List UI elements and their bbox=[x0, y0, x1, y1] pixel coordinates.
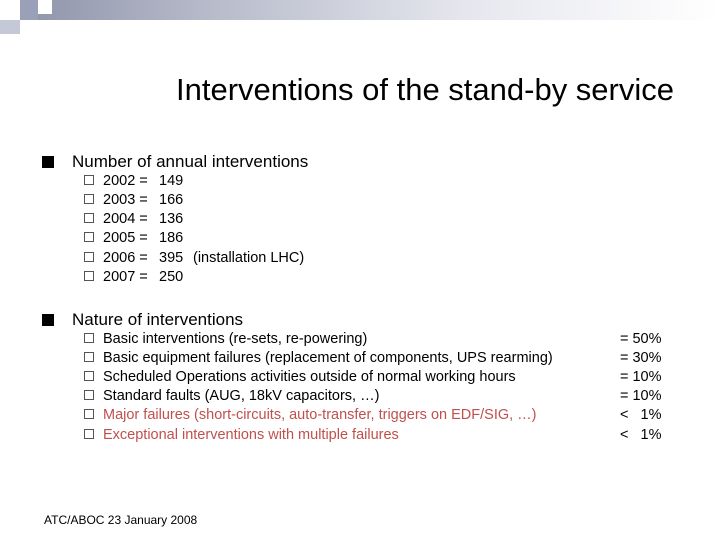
list-item: Basic interventions (re-sets, re-powering) bbox=[84, 331, 367, 347]
list-item: 2002 = 149 bbox=[84, 173, 193, 189]
decor-square bbox=[38, 0, 52, 14]
decor-square bbox=[0, 20, 20, 34]
slide-title: Interventions of the stand-by service bbox=[176, 72, 674, 107]
header-gradient-bar bbox=[0, 0, 720, 20]
square-bullet-icon bbox=[42, 156, 54, 168]
decor-square bbox=[0, 0, 20, 20]
checkbox-bullet-icon bbox=[84, 194, 94, 204]
checkbox-bullet-icon bbox=[84, 175, 94, 185]
section-heading-nature: Nature of interventions bbox=[72, 310, 244, 329]
list-item: 2007 = 250 bbox=[84, 269, 193, 285]
checkbox-bullet-icon bbox=[84, 271, 94, 281]
list-item: 2003 = 166 bbox=[84, 192, 193, 208]
list-item: 2006 = 395 (installation LHC) bbox=[84, 250, 304, 266]
list-item: Basic equipment failures (replacement of components, UPS rearming) bbox=[84, 350, 553, 366]
checkbox-bullet-icon bbox=[84, 232, 94, 242]
checkbox-bullet-icon bbox=[84, 409, 94, 419]
checkbox-bullet-icon bbox=[84, 371, 94, 381]
list-item-highlight: Exceptional interventions with multiple failures bbox=[84, 427, 399, 443]
checkbox-bullet-icon bbox=[84, 252, 94, 262]
list-item: Standard faults (AUG, 18kV capacitors, …) bbox=[84, 388, 379, 404]
percentage-value: < 1% bbox=[620, 407, 662, 423]
percentage-value: = 30% bbox=[620, 350, 662, 366]
decor-square bbox=[20, 20, 38, 40]
slide-footer: ATC/ABOC 23 January 2008 bbox=[44, 513, 198, 527]
list-item: 2004 = 136 bbox=[84, 211, 193, 227]
list-item: Scheduled Operations activities outside of normal working hours bbox=[84, 369, 516, 385]
checkbox-bullet-icon bbox=[84, 213, 94, 223]
percentage-value: < 1% bbox=[620, 427, 662, 443]
checkbox-bullet-icon bbox=[84, 429, 94, 439]
square-bullet-icon bbox=[42, 314, 54, 326]
percentage-value: = 10% bbox=[620, 369, 662, 385]
decor-square bbox=[20, 0, 38, 20]
percentage-value: = 50% bbox=[620, 331, 662, 347]
section-heading-annual: Number of annual interventions bbox=[72, 152, 309, 171]
list-item: 2005 = 186 bbox=[84, 230, 193, 246]
list-item-highlight: Major failures (short-circuits, auto-transfer, triggers on EDF/SIG, …) bbox=[84, 407, 537, 423]
checkbox-bullet-icon bbox=[84, 390, 94, 400]
percentage-value: = 10% bbox=[620, 388, 662, 404]
checkbox-bullet-icon bbox=[84, 352, 94, 362]
checkbox-bullet-icon bbox=[84, 333, 94, 343]
